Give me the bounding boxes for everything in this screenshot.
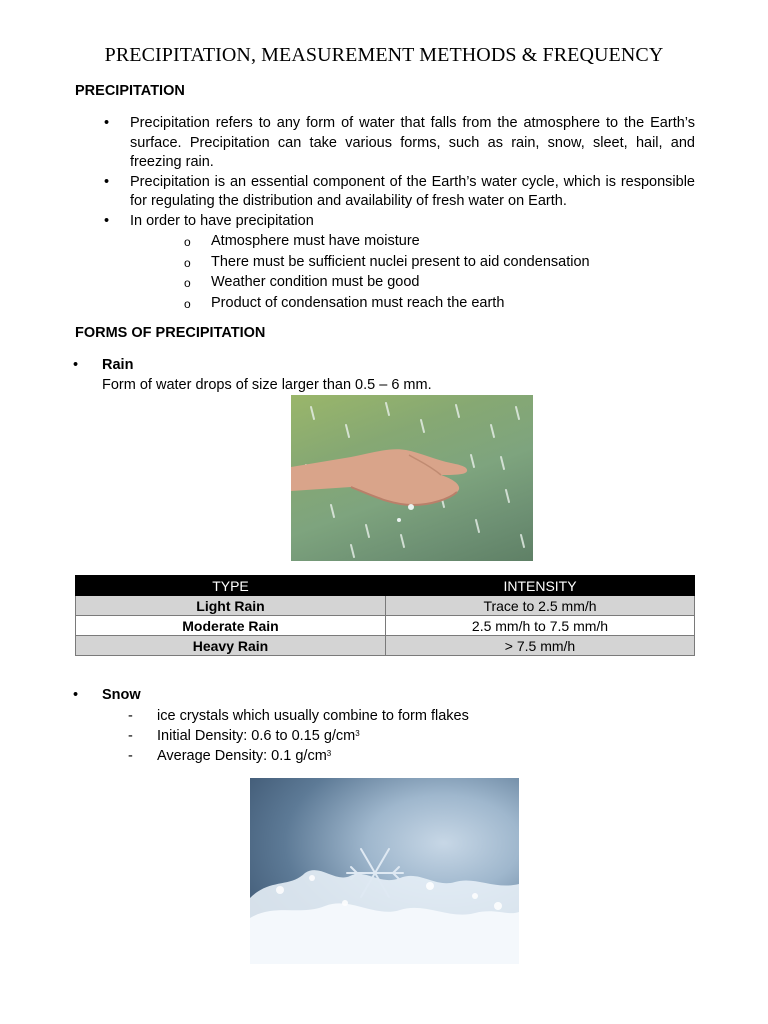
rain-hand-illustration [291, 395, 533, 561]
sub-bullet-marker: o [184, 296, 191, 311]
bullet-item [75, 114, 695, 173]
unit-exponent: 3 [326, 749, 332, 758]
table-header-row [76, 576, 695, 596]
snow-label: Snow [102, 687, 141, 703]
section-heading-forms: FORMS OF PRECIPITATION [75, 325, 266, 341]
sub-list-item [130, 252, 695, 273]
sub-item-text: Atmosphere must have moisture [211, 233, 420, 249]
sub-bullet-marker: o [184, 255, 191, 270]
snow-detail-item [128, 706, 469, 726]
bullet-text: Precipitation is an essential component of the Earth’s water cycle, which is responsible for regulating the distribution and availability of fresh water on Earth. [130, 173, 695, 209]
snow-detail-text: Initial Density: 0.6 to 0.15 g/cm [157, 728, 356, 744]
table-cell-type: Light Rain [76, 596, 386, 616]
table-row [76, 636, 695, 656]
section-heading-precipitation: PRECIPITATION [75, 83, 185, 99]
unit-exponent: 3 [355, 729, 360, 738]
bullet-marker: • [73, 357, 79, 373]
table-cell-intensity: Trace to 2.5 mm/h [386, 596, 695, 616]
rain-label: Rain [102, 357, 134, 373]
table-cell-type: Moderate Rain [76, 616, 386, 636]
bullet-text: In order to have precipitation [130, 212, 314, 229]
sub-bullet-marker: o [184, 276, 191, 290]
bullet-marker: • [104, 115, 110, 131]
condition-sub-list [130, 231, 695, 313]
dash-marker: - [128, 708, 133, 724]
sub-item-text: Product of condensation must reach the earth [211, 294, 505, 311]
table-cell-type: Heavy Rain [76, 636, 386, 656]
sub-list-item [130, 231, 695, 252]
snowflake-illustration [250, 778, 519, 964]
bullet-marker: • [104, 212, 110, 229]
table-header-type: TYPE [76, 576, 386, 596]
rain-intensity-table [75, 575, 695, 656]
bullet-item [75, 173, 695, 212]
snow-photo [250, 778, 519, 964]
sub-list-item [130, 293, 695, 314]
rain-photo [291, 395, 533, 561]
bullet-item [75, 212, 695, 314]
bullet-text: Precipitation refers to any form of water that falls from the atmosphere to the Earth’s surface. Precipitation can take various forms, such as rain, snow, sleet, hail, and freezing rain. [130, 115, 695, 170]
dash-marker: - [128, 728, 133, 744]
sub-list-item [130, 272, 695, 293]
table-cell-intensity: 2.5 mm/h to 7.5 mm/h [386, 616, 695, 636]
bullet-marker: • [73, 687, 79, 703]
sub-bullet-marker: o [184, 235, 191, 249]
snow-detail-list [128, 706, 469, 766]
sub-item-text: There must be sufficient nuclei present to aid condensation [211, 253, 590, 270]
table-row [76, 596, 695, 616]
table-row [76, 616, 695, 636]
precipitation-bullet-list [75, 114, 695, 313]
bullet-marker: • [104, 173, 110, 190]
dash-marker: - [128, 748, 133, 764]
snow-detail-text: ice crystals which usually combine to form flakes [157, 708, 469, 724]
rain-description: Form of water drops of size larger than 0.5 – 6 mm. [102, 377, 432, 393]
snow-detail-item [128, 746, 469, 766]
table-cell-intensity: > 7.5 mm/h [386, 636, 695, 656]
snow-detail-item [128, 726, 469, 746]
sub-item-text: Weather condition must be good [211, 274, 420, 290]
snow-detail-text: Average Density: 0.1 g/cm [157, 748, 327, 764]
document-title: PRECIPITATION, MEASUREMENT METHODS & FREQUENCY [104, 44, 664, 66]
table-header-intensity: INTENSITY [386, 576, 695, 596]
